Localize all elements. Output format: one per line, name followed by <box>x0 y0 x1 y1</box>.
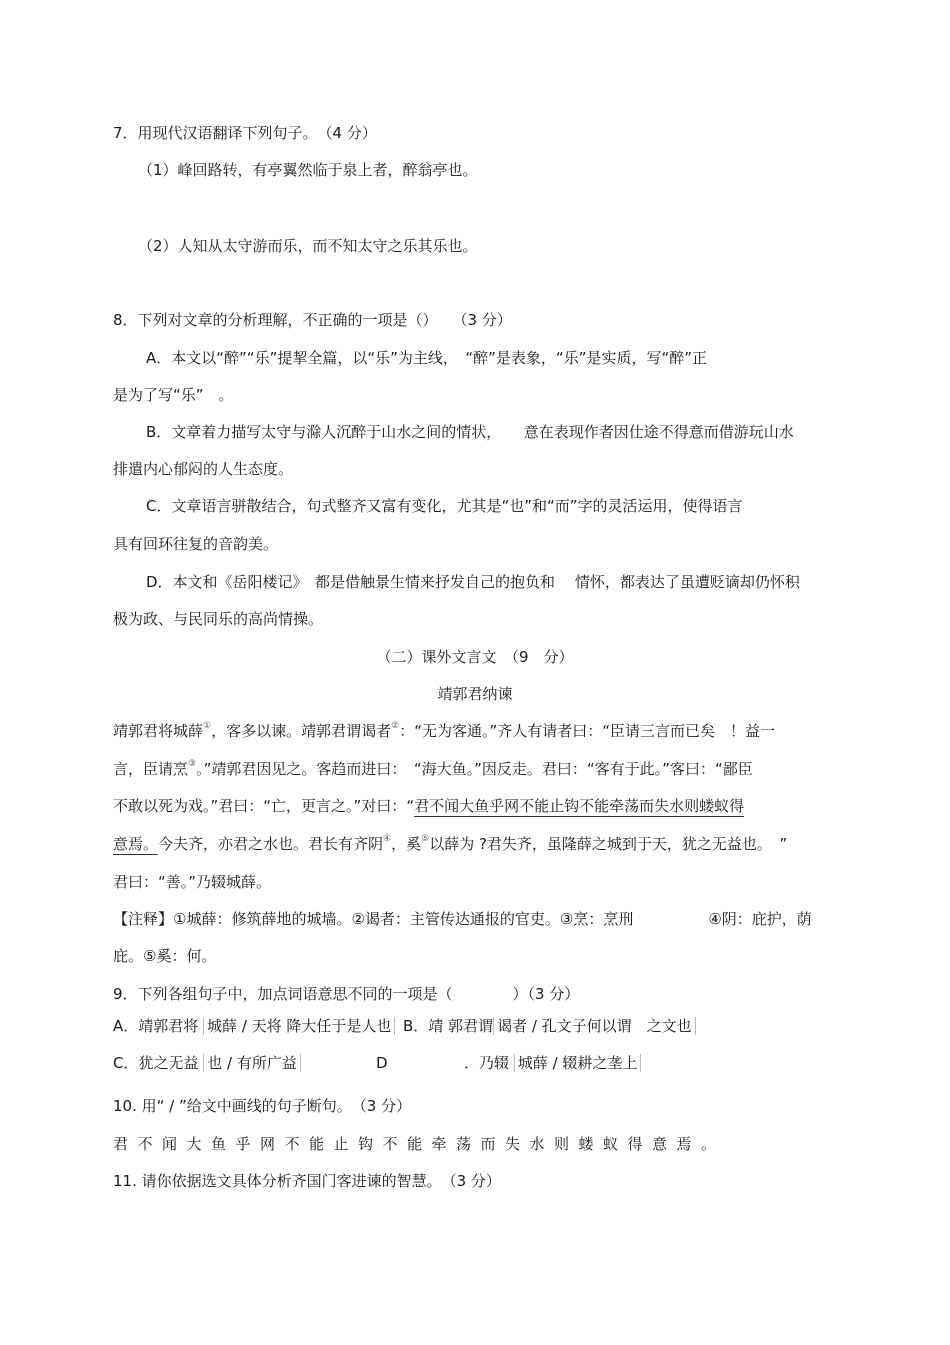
footnote-marker: ③ <box>188 759 197 769</box>
passage-line-1 <box>113 721 775 744</box>
option-label: ．乃辍 <box>464 1054 510 1072</box>
q8-option-b-line1: B．文章着力描写太守与滁人沉醉于山水之间的情状， 意在表现作者因仕途不得意而借游玩山水 <box>146 423 794 441</box>
option-d-pair: 城薛 / 辍耕之垄上 <box>514 1054 642 1072</box>
q9-option-b <box>403 1016 696 1036</box>
q7-sentence-2: （2）人知从太守游而乐，而不知太守之乐其乐也。 <box>138 237 478 255</box>
passage-text: ，奚 <box>391 835 422 853</box>
passage-text: 以薛为 ?君失齐，虽隆薛之城到于天，犹之无益也。 ” <box>429 835 788 853</box>
underlined-sentence: 君不闻大鱼乎网不能止钩不能牵荡而失水则蝼蚁得 <box>414 797 745 815</box>
option-label: C．犹之无益 <box>113 1054 199 1072</box>
passage-text: ，客多以谏。靖郭君谓谒者 <box>211 722 392 740</box>
notes-line-1: 【注释】①城薛：修筑薛地的城墙。②谒者：主管传达通报的官吏。③烹：烹刑 ④阴：庇护，荫 <box>113 910 812 928</box>
q8-option-a-line2: 是为了写“乐” 。 <box>113 386 234 404</box>
passage-text: 靖郭君将城薛 <box>113 722 204 740</box>
option-c-pair: 也 / 有所广益 <box>203 1054 301 1072</box>
passage-text: 不敢以死为戏。”君曰：“亡，更言之。”对曰：“ <box>113 797 415 815</box>
q9-option-a <box>113 1016 395 1036</box>
underlined-sentence-end: 意焉。 <box>113 835 159 853</box>
notes-line-2: 庇。⑤奚：何。 <box>113 947 217 965</box>
option-label: A．靖郭君将 <box>113 1017 199 1035</box>
footnote-marker: ⑤ <box>421 834 430 844</box>
q9-option-d-label: D <box>376 1054 388 1072</box>
passage-text: 。”靖郭君因见之。客趋而进曰： “海大鱼。”因反走。君曰：“客有于此。”客曰：“鄙臣 <box>196 760 753 778</box>
q7-sentence-1: （1）峰回路转，有亭翼然临于泉上者，醉翁亭也。 <box>138 161 478 179</box>
q8-option-d-line2: 极为政、与民同乐的高尚情操。 <box>113 610 324 628</box>
footnote-marker: ④ <box>383 834 392 844</box>
q9-option-c <box>113 1053 301 1073</box>
q10-title: 10. 用“ / ”给文中画线的句子断句。 （3 分） <box>113 1097 412 1115</box>
section-heading: （二）课外文言文 （9 分） <box>376 648 574 666</box>
passage-text: 今夫齐，亦君之水也。君长有齐阴 <box>158 835 384 853</box>
q9-title: 9．下列各组句子中，加点词语意思不同的一项是（ ）（3 分） <box>113 985 580 1003</box>
q8-option-a-line1: A．本文以“醉”“乐”提挈全篇，以“乐”为主线， “醉”是表象，“乐”是实质，写“醉”正 <box>146 349 708 367</box>
q8-title: 8．下列对文章的分析理解，不正确的一项是（） （3 分） <box>113 311 512 329</box>
q8-option-c-line2: 具有回环往复的音韵美。 <box>113 535 279 553</box>
footnote-marker: ② <box>391 721 400 731</box>
q8-option-c-line1: C．文章语言骈散结合，句式整齐又富有变化，尤其是“也”和“而”字的灵活运用，使得语言 <box>146 497 743 515</box>
q9-option-d <box>464 1053 641 1073</box>
passage-line-4 <box>113 834 787 857</box>
q8-option-d-line1: D．本文和《岳阳楼记》 都是借触景生情来抒发自己的抱负和 情怀，都表达了虽遭贬谪却仍怀积 <box>146 573 800 591</box>
passage-title: 靖郭君纳谏 <box>437 685 513 703</box>
q8-option-b-line2: 排遣内心郁闷的人生态度。 <box>113 460 294 478</box>
footnote-marker: ① <box>203 721 212 731</box>
option-label: B．靖 郭君谓 <box>403 1017 494 1035</box>
q10-sentence: 君不闻大鱼乎网不能止钩不能牵荡而失水则蝼蚁得意焉。 <box>113 1135 726 1153</box>
option-b-pair: 谒者 / 孔文子何以谓 之文也 <box>493 1017 696 1035</box>
passage-text: 言，臣请烹 <box>113 760 189 778</box>
passage-text: ：“无为客通。”齐人有请者曰：“臣请三言而已矣 ！益一 <box>399 722 776 740</box>
q7-title: 7．用现代汉语翻译下列句子。 （4 分） <box>113 124 377 142</box>
q11-title: 11. 请你依据选文具体分析齐国门客进谏的智慧。 （3 分） <box>113 1172 501 1190</box>
passage-line-2 <box>113 759 753 782</box>
option-a-pair: 城薛 / 天将 降大任于是人也 <box>203 1017 395 1035</box>
passage-line-3 <box>113 796 744 816</box>
passage-line-5: 君曰：“善。”乃辍城薛。 <box>113 873 272 891</box>
